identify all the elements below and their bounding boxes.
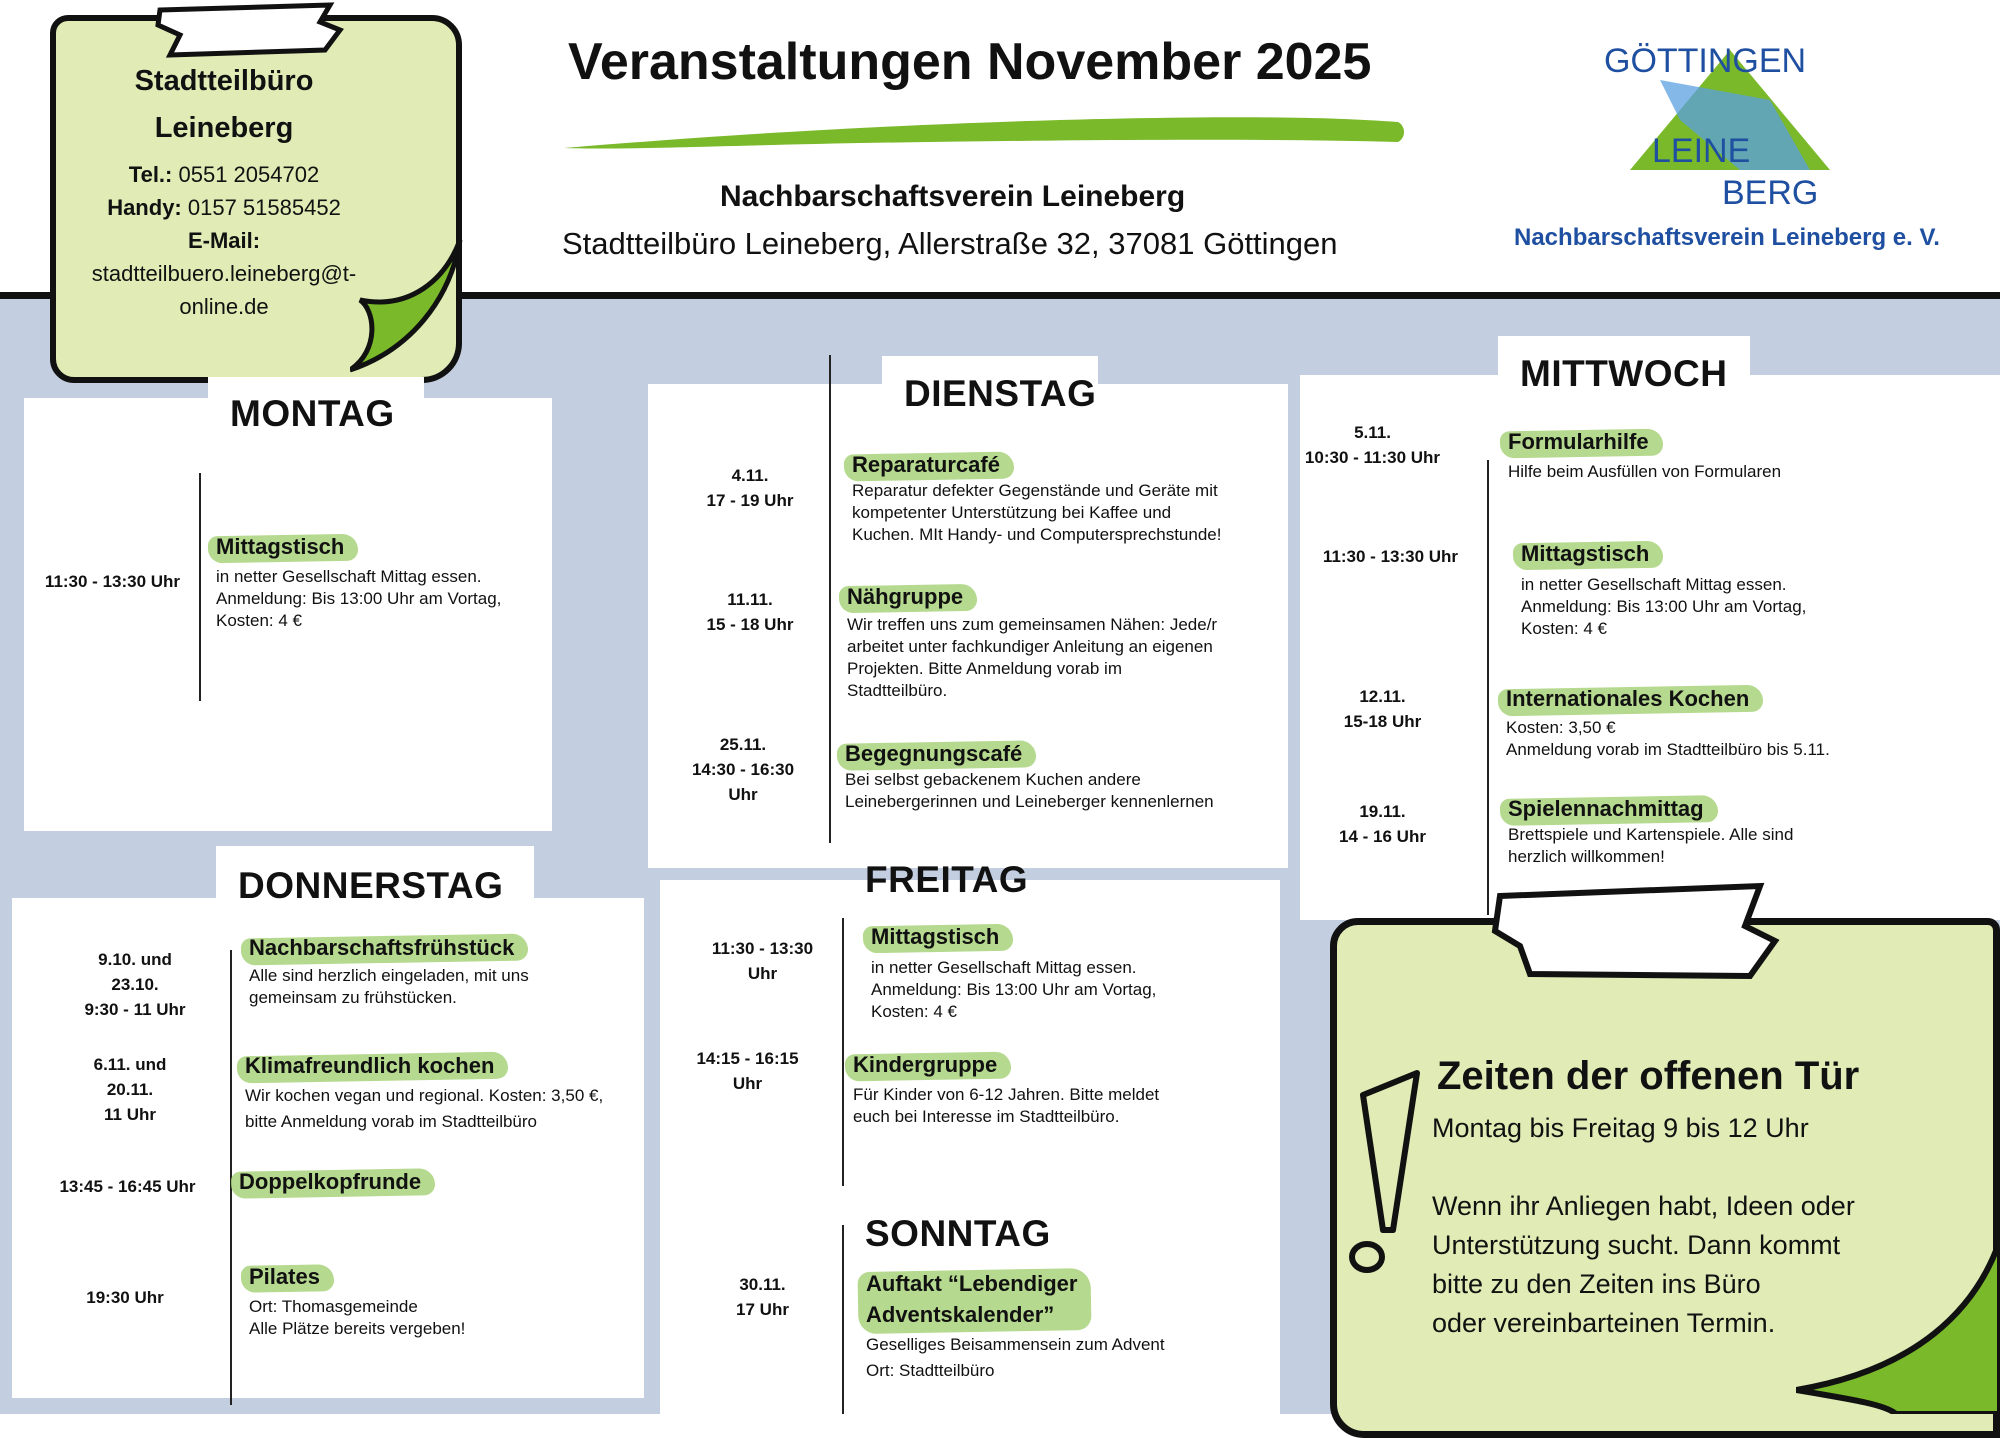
mittwoch-desc-2: in netter Gesellschaft Mittag essen. Anmeldung: Bis 13:00 Uhr am Vortag, Kosten: 4 € <box>1521 575 1807 638</box>
title-brush-stroke <box>560 108 1410 153</box>
contact-title-line2: Leineberg <box>154 112 294 144</box>
mittwoch-title-4: Spielennachmittag <box>1508 796 1704 821</box>
mittwoch-time-1: 5.11. 10:30 - 11:30 Uhr <box>1304 423 1441 467</box>
donnerstag-desc-4: Ort: Thomasgemeinde Alle Plätze bereits vergeben! <box>249 1297 466 1338</box>
day-freitag: FREITAG <box>865 859 1029 900</box>
open-door-pin <box>1490 876 1780 986</box>
contact-title <box>50 58 398 152</box>
exclamation-icon <box>1345 1065 1435 1285</box>
montag-time-1: 11:30 - 13:30 Uhr <box>44 572 181 591</box>
donnerstag-title-2: Klimafreundlich kochen <box>245 1053 495 1078</box>
page-title: Veranstaltungen November 2025 <box>568 33 1372 91</box>
mittwoch-desc-1: Hilfe beim Ausfüllen von Formularen <box>1508 462 1782 481</box>
tel-number: 0551 2054702 <box>178 162 320 187</box>
open-door-title: Zeiten der offenen Tür <box>1437 1054 1860 1098</box>
mittwoch-desc-3: Kosten: 3,50 € Anmeldung vorab im Stadtteilbüro bis 5.11. <box>1506 718 1830 759</box>
open-door-hours: Montag bis Freitag 9 bis 12 Uhr <box>1432 1113 1809 1143</box>
donnerstag-title-1: Nachbarschaftsfrühstück <box>249 935 515 960</box>
mittwoch-title-3: Internationales Kochen <box>1506 686 1750 711</box>
dienstag-title-1: Reparaturcafé <box>852 452 1000 477</box>
dienstag-desc-3: Bei selbst gebackenem Kuchen andere Leinebergerinnen und Leineberger kennenlernen <box>845 770 1214 811</box>
donnerstag-desc-1: Alle sind herzlich eingeladen, mit uns gemeinsam zu frühstücken. <box>249 966 529 1007</box>
mittwoch-time-2: 11:30 - 13:30 Uhr <box>1322 547 1459 566</box>
logo-line3: BERG <box>1722 174 1819 212</box>
dienstag-desc-2: Wir treffen uns zum gemeinsamen Nähen: Jede/r arbeitet unter fachkundiger Anleitung an eigenen Projekten. Bitte Anmeldung vorab im Stadtteilbüro. <box>847 615 1218 700</box>
dienstag-time-3: 25.11. 14:30 - 16:30 Uhr <box>691 735 795 804</box>
freitag-time-2: 14:15 - 16:15 Uhr <box>696 1049 799 1093</box>
handy-label: Handy: <box>107 195 182 220</box>
email-label: E-Mail: <box>187 228 261 253</box>
handy-number: 0157 51585452 <box>187 195 341 220</box>
day-dienstag: DIENSTAG <box>882 356 1098 424</box>
divider-mittwoch <box>1487 460 1489 915</box>
email-line1[interactable]: stadtteilbuero.leineberg@t- <box>91 261 357 286</box>
mittwoch-title-1: Formularhilfe <box>1508 429 1649 454</box>
contact-details <box>50 158 398 323</box>
sonntag-title-1: Auftakt “Lebendiger Adventskalender” <box>866 1268 1077 1330</box>
day-montag: MONTAG <box>208 377 424 441</box>
donnerstag-title-4: Pilates <box>249 1264 320 1289</box>
note-pin <box>150 0 350 60</box>
donnerstag-desc-2: Wir kochen vegan und regional. Kosten: 3,50 €, bitte Anmeldung vorab im Stadtteilbüro <box>245 1086 604 1131</box>
day-mittwoch: MITTWOCH <box>1498 336 1750 402</box>
donnerstag-time-3: 13:45 - 16:45 Uhr <box>59 1177 196 1196</box>
freitag-time-1: 11:30 - 13:30 Uhr <box>711 939 814 983</box>
sonntag-desc-1: Geselliges Beisammensein zum Advent Ort: Stadtteilbüro <box>866 1335 1165 1380</box>
address: Stadtteilbüro Leineberg, Allerstraße 32, 37081 Göttingen <box>562 226 1338 261</box>
day-sonntag: SONNTAG <box>865 1213 1051 1254</box>
donnerstag-title-3: Doppelkopfrunde <box>239 1169 422 1194</box>
dienstag-time-2: 11.11. 15 - 18 Uhr <box>706 590 794 634</box>
montag-desc-1: in netter Gesellschaft Mittag essen. Anmeldung: Bis 13:00 Uhr am Vortag, Kosten: 4 € <box>216 567 502 630</box>
freitag-title-1: Mittagstisch <box>871 924 1000 949</box>
mittwoch-title-2: Mittagstisch <box>1521 541 1650 566</box>
divider-montag <box>199 473 201 701</box>
mittwoch-time-3: 12.11. 15-18 Uhr <box>1343 687 1422 731</box>
day-donnerstag: DONNERSTAG <box>216 846 534 914</box>
tel-label: Tel.: <box>128 162 173 187</box>
open-door-text: Wenn ihr Anliegen habt, Ideen oder Unterstützung sucht. Dann kommt bitte zu den Zeiten ins Büro oder vereinbarteinen Termin. <box>1432 1191 1855 1338</box>
donnerstag-time-1: 9.10. und 23.10. 9:30 - 11 Uhr <box>84 950 186 1019</box>
contact-title-line1: Stadtteilbüro <box>134 65 314 97</box>
freitag-desc-2: Für Kinder von 6-12 Jahren. Bitte meldet euch bei Interesse im Stadtteilbüro. <box>853 1085 1160 1126</box>
dienstag-desc-1: Reparatur defekter Gegenstände und Geräte mit kompetenter Unterstützung bei Kaffee und Kuchen. MIt Handy- und Computersprechstunde! <box>852 481 1222 544</box>
logo-subtitle: Nachbarschaftsverein Leineberg e. V. <box>1514 224 1940 251</box>
dienstag-title-3: Begegnungscafé <box>845 741 1023 766</box>
dienstag-time-1: 4.11. 17 - 19 Uhr <box>706 466 794 510</box>
email-line2[interactable]: online.de <box>179 294 269 319</box>
mittwoch-time-4: 19.11. 14 - 16 Uhr <box>1339 802 1426 846</box>
org-name: Nachbarschaftsverein Leineberg <box>720 180 1186 213</box>
freitag-title-2: Kindergruppe <box>853 1052 998 1077</box>
donnerstag-time-4: 19:30 Uhr <box>86 1288 164 1307</box>
dienstag-title-2: Nähgruppe <box>847 584 964 609</box>
logo-line2: LEINE <box>1652 132 1751 170</box>
mittwoch-desc-4: Brettspiele und Kartenspiele. Alle sind herzlich willkommen! <box>1508 825 1794 866</box>
donnerstag-time-2: 6.11. und 20.11. 11 Uhr <box>93 1055 167 1124</box>
freitag-desc-1: in netter Gesellschaft Mittag essen. Anmeldung: Bis 13:00 Uhr am Vortag, Kosten: 4 € <box>871 958 1157 1021</box>
montag-title-1: Mittagstisch <box>216 534 345 559</box>
logo-line1: GÖTTINGEN <box>1604 42 1807 80</box>
sonntag-time-1: 30.11. 17 Uhr <box>736 1275 789 1319</box>
